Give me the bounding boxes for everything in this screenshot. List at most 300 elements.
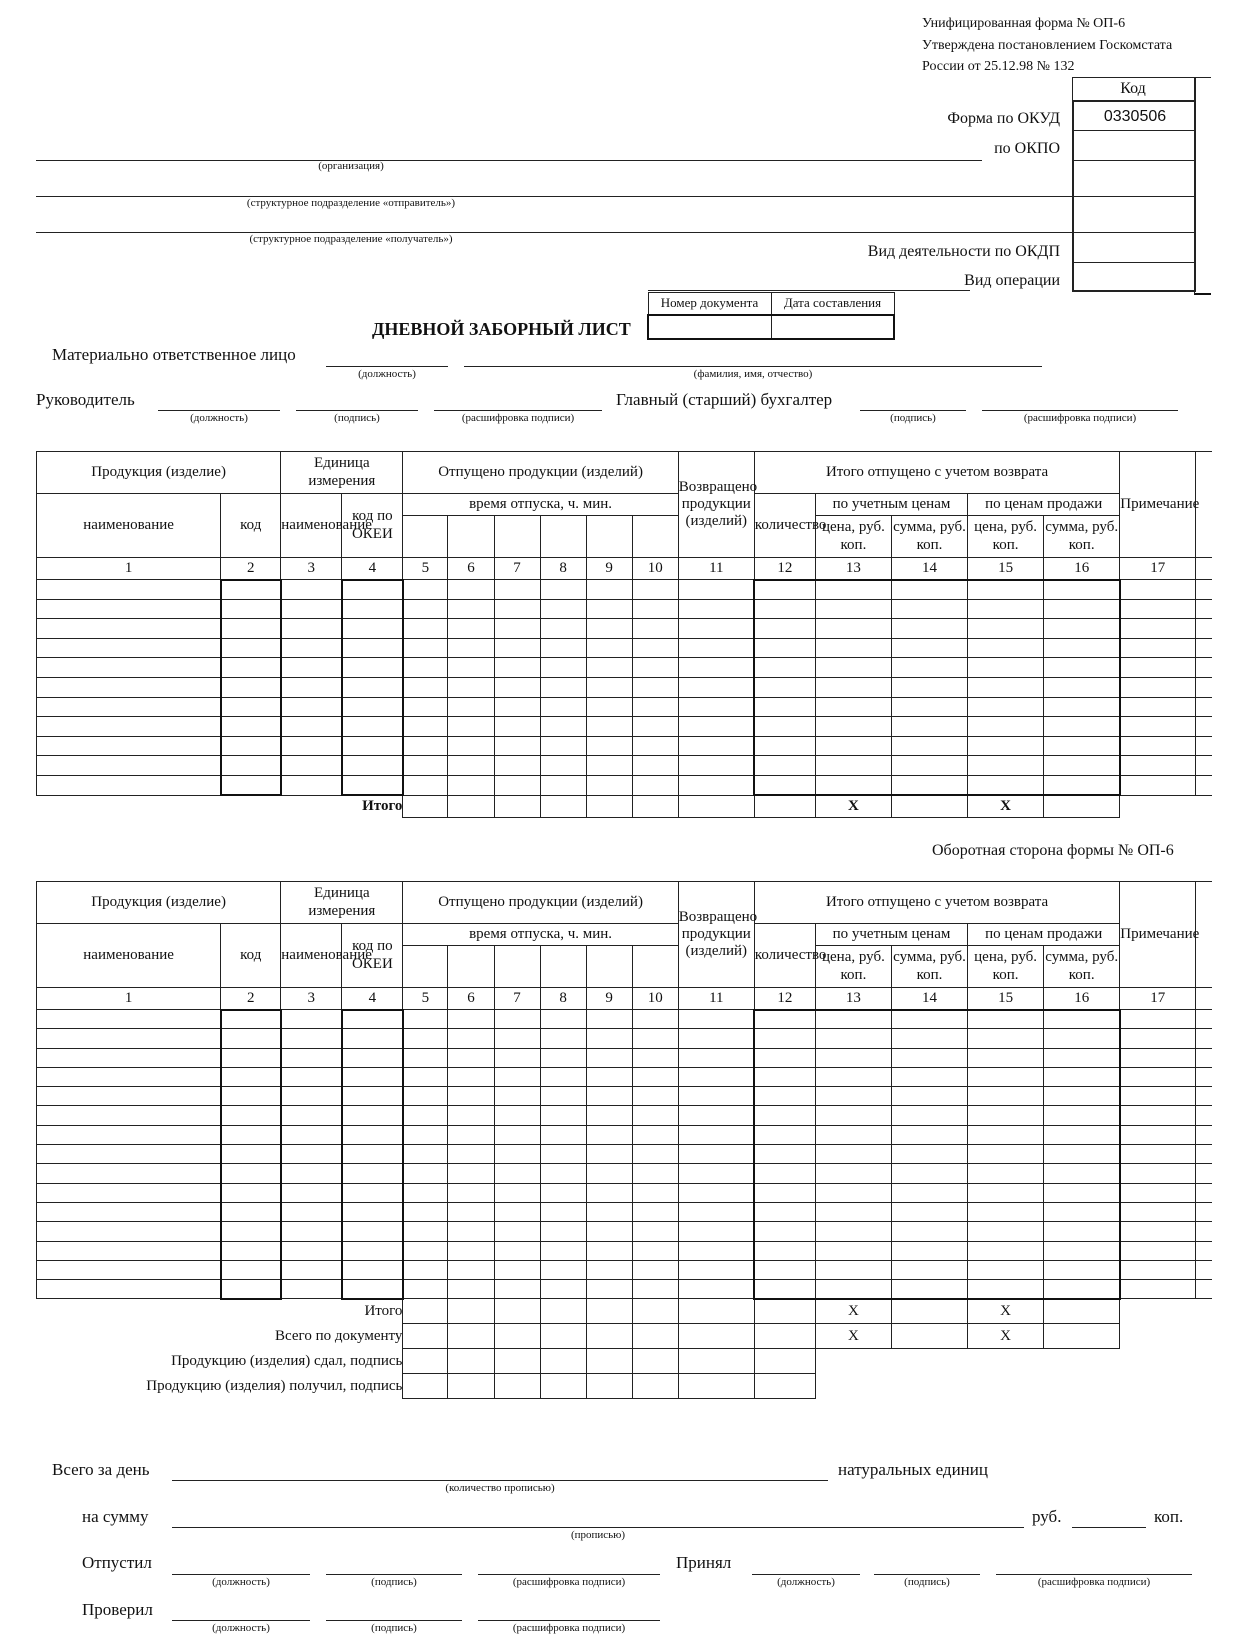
table-cell[interactable]: [968, 638, 1044, 658]
table-cell[interactable]: [815, 1183, 891, 1202]
table-cell[interactable]: [342, 1145, 403, 1164]
table-cell[interactable]: [1044, 697, 1120, 717]
table-cell[interactable]: [448, 1125, 494, 1144]
total-cell[interactable]: [540, 1299, 586, 1324]
head-decode-line[interactable]: [434, 410, 602, 411]
total-cell[interactable]: [586, 1324, 632, 1349]
table-cell[interactable]: [540, 775, 586, 795]
table-cell[interactable]: [754, 1183, 815, 1202]
table-cell[interactable]: [632, 1164, 678, 1183]
table-cell[interactable]: [221, 1280, 281, 1299]
table-cell[interactable]: [1044, 1280, 1120, 1299]
total-cell[interactable]: [678, 795, 754, 817]
table-cell[interactable]: [342, 580, 403, 600]
table-cell[interactable]: [494, 1067, 540, 1086]
table-cell[interactable]: [37, 775, 221, 795]
table-cell[interactable]: [632, 775, 678, 795]
table-cell[interactable]: [815, 1222, 891, 1241]
table-cell[interactable]: [221, 775, 281, 795]
table-cell[interactable]: [632, 658, 678, 678]
table-cell[interactable]: [1120, 1125, 1196, 1144]
table-cell[interactable]: [815, 1106, 891, 1125]
table-cell[interactable]: [448, 1164, 494, 1183]
table-cell[interactable]: [678, 1087, 754, 1106]
table-cell[interactable]: [37, 697, 221, 717]
mol-fio-line[interactable]: [464, 366, 1042, 367]
table-cell[interactable]: [448, 1087, 494, 1106]
table-cell[interactable]: [891, 1260, 967, 1279]
table-cell[interactable]: [968, 717, 1044, 737]
table-cell[interactable]: [586, 1202, 632, 1221]
table-cell[interactable]: [891, 1087, 967, 1106]
table-cell[interactable]: [448, 1106, 494, 1125]
table-cell[interactable]: [632, 736, 678, 756]
table-cell[interactable]: [1120, 697, 1196, 717]
table-cell[interactable]: [586, 1067, 632, 1086]
total-cell[interactable]: [494, 1299, 540, 1324]
table-cell[interactable]: [586, 1260, 632, 1279]
table-cell[interactable]: [754, 619, 815, 639]
table-cell[interactable]: [586, 1280, 632, 1299]
table-cell[interactable]: [678, 1125, 754, 1144]
table-cell[interactable]: [540, 1087, 586, 1106]
table-cell[interactable]: [632, 1202, 678, 1221]
table-cell[interactable]: [891, 1280, 967, 1299]
table-cell[interactable]: [221, 1145, 281, 1164]
table-cell[interactable]: [403, 717, 448, 737]
table-cell[interactable]: [891, 619, 967, 639]
sign-cell[interactable]: [448, 1349, 494, 1374]
table-cell[interactable]: [754, 677, 815, 697]
table-cell[interactable]: [1120, 1241, 1196, 1260]
table-cell[interactable]: [403, 1241, 448, 1260]
table-cell[interactable]: [678, 638, 754, 658]
table-cell[interactable]: [448, 736, 494, 756]
table-cell[interactable]: [968, 1202, 1044, 1221]
table-cell[interactable]: [678, 677, 754, 697]
table-cell[interactable]: [1044, 1010, 1120, 1029]
table-cell[interactable]: [281, 599, 342, 619]
table-cell[interactable]: [1044, 1087, 1120, 1106]
table-cell[interactable]: [1044, 677, 1120, 697]
total-cell[interactable]: [586, 1299, 632, 1324]
table-cell[interactable]: [342, 1280, 403, 1299]
table-cell[interactable]: [815, 1241, 891, 1260]
sign-cell[interactable]: [632, 1374, 678, 1399]
table-cell[interactable]: [540, 1280, 586, 1299]
table-cell[interactable]: [586, 775, 632, 795]
table-cell[interactable]: [678, 1067, 754, 1086]
table-cell[interactable]: [540, 1125, 586, 1144]
total-cell[interactable]: [754, 795, 815, 817]
table-cell[interactable]: [586, 1125, 632, 1144]
table-cell[interactable]: [494, 619, 540, 639]
table-cell[interactable]: [37, 1222, 221, 1241]
table-cell[interactable]: [37, 677, 221, 697]
table-cell[interactable]: [1120, 756, 1196, 776]
table-cell[interactable]: [968, 1010, 1044, 1029]
table-cell[interactable]: [1044, 619, 1120, 639]
table-cell[interactable]: [815, 1087, 891, 1106]
table-cell[interactable]: [448, 1222, 494, 1241]
table-cell[interactable]: [221, 1106, 281, 1125]
table-cell[interactable]: [586, 1183, 632, 1202]
table-cell[interactable]: [1120, 677, 1196, 697]
table-cell[interactable]: [342, 1048, 403, 1067]
table-cell[interactable]: [632, 697, 678, 717]
table-cell[interactable]: [37, 619, 221, 639]
table-cell[interactable]: [281, 1222, 342, 1241]
table-cell[interactable]: [403, 1125, 448, 1144]
table-cell[interactable]: [754, 1260, 815, 1279]
table-cell[interactable]: [494, 1010, 540, 1029]
table-cell[interactable]: [678, 756, 754, 776]
checked-signature-line[interactable]: [326, 1620, 462, 1621]
table-cell[interactable]: [37, 580, 221, 600]
table-cell[interactable]: [494, 599, 540, 619]
table-cell[interactable]: [678, 1202, 754, 1221]
table-cell[interactable]: [1120, 1164, 1196, 1183]
total-cell[interactable]: [754, 1299, 815, 1324]
doc-number-field[interactable]: [648, 315, 771, 339]
table-cell[interactable]: [754, 1280, 815, 1299]
table-cell[interactable]: [37, 1280, 221, 1299]
table-cell[interactable]: [221, 599, 281, 619]
table-cell[interactable]: [968, 677, 1044, 697]
table-cell[interactable]: [403, 1260, 448, 1279]
table-cell[interactable]: [403, 697, 448, 717]
table-cell[interactable]: [1044, 1106, 1120, 1125]
table-cell[interactable]: [968, 658, 1044, 678]
table-cell[interactable]: [403, 736, 448, 756]
table-cell[interactable]: [221, 1241, 281, 1260]
table-cell[interactable]: [1044, 1048, 1120, 1067]
table-cell[interactable]: [540, 1222, 586, 1241]
table-cell[interactable]: [494, 658, 540, 678]
table-cell[interactable]: [403, 1087, 448, 1106]
table-cell[interactable]: [586, 1010, 632, 1029]
table-cell[interactable]: [891, 658, 967, 678]
accountant-decode-line[interactable]: [982, 410, 1178, 411]
table-cell[interactable]: [1120, 1029, 1196, 1048]
table-cell[interactable]: [891, 736, 967, 756]
table-cell[interactable]: [968, 1029, 1044, 1048]
total-cell[interactable]: [632, 795, 678, 817]
table-cell[interactable]: [403, 677, 448, 697]
table-cell[interactable]: [342, 775, 403, 795]
table-cell[interactable]: [632, 1087, 678, 1106]
table-cell[interactable]: [891, 1183, 967, 1202]
table-cell[interactable]: [342, 677, 403, 697]
table-cell[interactable]: [1120, 1202, 1196, 1221]
table-cell[interactable]: [1120, 717, 1196, 737]
table-cell[interactable]: [221, 736, 281, 756]
total-cell[interactable]: [891, 795, 967, 817]
table-cell[interactable]: [281, 1029, 342, 1048]
table-cell[interactable]: [221, 1067, 281, 1086]
table-cell[interactable]: [632, 1241, 678, 1260]
table-cell[interactable]: [632, 717, 678, 737]
table-cell[interactable]: [1044, 658, 1120, 678]
table-cell[interactable]: [754, 717, 815, 737]
table-cell[interactable]: [586, 1029, 632, 1048]
table-cell[interactable]: [678, 1029, 754, 1048]
table-cell[interactable]: [815, 1010, 891, 1029]
table-cell[interactable]: [586, 1145, 632, 1164]
table-cell[interactable]: [1120, 658, 1196, 678]
sign-cell[interactable]: [403, 1349, 448, 1374]
table-cell[interactable]: [1044, 717, 1120, 737]
table-cell[interactable]: [403, 1183, 448, 1202]
table-cell[interactable]: [678, 599, 754, 619]
table-cell[interactable]: [37, 1241, 221, 1260]
table-cell[interactable]: [754, 1010, 815, 1029]
table-cell[interactable]: [754, 1241, 815, 1260]
table-cell[interactable]: [448, 717, 494, 737]
table-cell[interactable]: [494, 1048, 540, 1067]
total-cell[interactable]: [494, 795, 540, 817]
table-cell[interactable]: [448, 1241, 494, 1260]
table-cell[interactable]: [37, 1145, 221, 1164]
table-cell[interactable]: [968, 756, 1044, 776]
table-cell[interactable]: [632, 1048, 678, 1067]
table-cell[interactable]: [221, 717, 281, 737]
table-cell[interactable]: [37, 1087, 221, 1106]
table-cell[interactable]: [540, 1067, 586, 1086]
sum-line[interactable]: [172, 1527, 1024, 1528]
table-cell[interactable]: [494, 775, 540, 795]
table-cell[interactable]: [342, 1241, 403, 1260]
sign-cell[interactable]: [494, 1374, 540, 1399]
table-cell[interactable]: [891, 638, 967, 658]
table-cell[interactable]: [891, 1164, 967, 1183]
table-cell[interactable]: [403, 1029, 448, 1048]
table-cell[interactable]: [540, 1241, 586, 1260]
table-cell[interactable]: [221, 619, 281, 639]
sign-cell[interactable]: [494, 1349, 540, 1374]
table-cell[interactable]: [221, 638, 281, 658]
table-cell[interactable]: [281, 1202, 342, 1221]
table-cell[interactable]: [815, 1280, 891, 1299]
table-cell[interactable]: [632, 1125, 678, 1144]
table-cell[interactable]: [754, 599, 815, 619]
table-cell[interactable]: [1120, 1183, 1196, 1202]
table-cell[interactable]: [281, 697, 342, 717]
total-cell[interactable]: [678, 1324, 754, 1349]
table-cell[interactable]: [968, 697, 1044, 717]
table-cell[interactable]: [403, 1048, 448, 1067]
table-cell[interactable]: [342, 1087, 403, 1106]
table-cell[interactable]: [540, 1183, 586, 1202]
table-cell[interactable]: [281, 1010, 342, 1029]
table-cell[interactable]: [342, 697, 403, 717]
total-cell[interactable]: [1044, 795, 1120, 817]
table-cell[interactable]: [754, 1125, 815, 1144]
table-cell[interactable]: [281, 717, 342, 737]
table-cell[interactable]: [540, 1164, 586, 1183]
table-cell[interactable]: [1120, 736, 1196, 756]
table-cell[interactable]: [448, 1029, 494, 1048]
table-cell[interactable]: [448, 619, 494, 639]
table-cell[interactable]: [1044, 638, 1120, 658]
table-cell[interactable]: [221, 1010, 281, 1029]
table-cell[interactable]: [37, 1125, 221, 1144]
table-cell[interactable]: [403, 1202, 448, 1221]
table-cell[interactable]: [448, 1280, 494, 1299]
sign-cell[interactable]: [586, 1374, 632, 1399]
table-cell[interactable]: [815, 619, 891, 639]
total-cell[interactable]: [891, 1324, 967, 1349]
total-cell[interactable]: [403, 795, 448, 817]
table-cell[interactable]: [540, 1145, 586, 1164]
table-cell[interactable]: [221, 1087, 281, 1106]
table-cell[interactable]: [891, 1241, 967, 1260]
table-cell[interactable]: [403, 1010, 448, 1029]
table-cell[interactable]: [281, 1260, 342, 1279]
table-cell[interactable]: [968, 1183, 1044, 1202]
table-cell[interactable]: [968, 775, 1044, 795]
table-cell[interactable]: [403, 756, 448, 776]
table-cell[interactable]: [540, 638, 586, 658]
total-cell[interactable]: [540, 1324, 586, 1349]
sign-cell[interactable]: [754, 1349, 815, 1374]
table-cell[interactable]: [448, 638, 494, 658]
table-cell[interactable]: [815, 736, 891, 756]
table-cell[interactable]: [494, 1145, 540, 1164]
table-cell[interactable]: [968, 1280, 1044, 1299]
table-cell[interactable]: [891, 1048, 967, 1067]
table-cell[interactable]: [281, 677, 342, 697]
table-cell[interactable]: [448, 658, 494, 678]
table-cell[interactable]: [37, 1164, 221, 1183]
table-cell[interactable]: [968, 619, 1044, 639]
table-cell[interactable]: [754, 775, 815, 795]
sign-cell[interactable]: [403, 1374, 448, 1399]
table-cell[interactable]: [281, 1106, 342, 1125]
table-cell[interactable]: [1120, 1048, 1196, 1067]
kop-line[interactable]: [1072, 1527, 1146, 1528]
table-cell[interactable]: [221, 1183, 281, 1202]
table-cell[interactable]: [1044, 1183, 1120, 1202]
table-cell[interactable]: [891, 697, 967, 717]
table-cell[interactable]: [632, 1222, 678, 1241]
table-cell[interactable]: [448, 1145, 494, 1164]
table-cell[interactable]: [281, 1067, 342, 1086]
sign-cell[interactable]: [540, 1374, 586, 1399]
table-cell[interactable]: [1044, 1260, 1120, 1279]
table-cell[interactable]: [540, 717, 586, 737]
table-cell[interactable]: [1120, 638, 1196, 658]
table-cell[interactable]: [586, 736, 632, 756]
head-signature-line[interactable]: [296, 410, 418, 411]
table-cell[interactable]: [754, 1202, 815, 1221]
table-cell[interactable]: [968, 580, 1044, 600]
table-cell[interactable]: [891, 677, 967, 697]
table-cell[interactable]: [632, 1260, 678, 1279]
total-cell[interactable]: [678, 1299, 754, 1324]
table-cell[interactable]: [281, 580, 342, 600]
table-cell[interactable]: [586, 677, 632, 697]
table-cell[interactable]: [494, 638, 540, 658]
table-cell[interactable]: [968, 1145, 1044, 1164]
table-cell[interactable]: [281, 1145, 342, 1164]
table-cell[interactable]: [678, 1048, 754, 1067]
table-cell[interactable]: [37, 638, 221, 658]
table-cell[interactable]: [448, 775, 494, 795]
table-cell[interactable]: [448, 1010, 494, 1029]
table-cell[interactable]: [1120, 1145, 1196, 1164]
table-cell[interactable]: [754, 1087, 815, 1106]
table-cell[interactable]: [281, 1048, 342, 1067]
table-cell[interactable]: [815, 1029, 891, 1048]
table-cell[interactable]: [1120, 1010, 1196, 1029]
table-cell[interactable]: [221, 1048, 281, 1067]
table-cell[interactable]: [586, 756, 632, 776]
table-cell[interactable]: [37, 1048, 221, 1067]
table-cell[interactable]: [815, 658, 891, 678]
table-cell[interactable]: [342, 1164, 403, 1183]
table-cell[interactable]: [540, 697, 586, 717]
table-cell[interactable]: [968, 1087, 1044, 1106]
table-cell[interactable]: [221, 1164, 281, 1183]
table-cell[interactable]: [37, 1106, 221, 1125]
table-cell[interactable]: [37, 756, 221, 776]
table-cell[interactable]: [403, 775, 448, 795]
total-cell[interactable]: [586, 795, 632, 817]
table-cell[interactable]: [678, 619, 754, 639]
table-cell[interactable]: [678, 1164, 754, 1183]
table-cell[interactable]: [891, 756, 967, 776]
table-cell[interactable]: [754, 580, 815, 600]
table-cell[interactable]: [891, 1106, 967, 1125]
table-cell[interactable]: [815, 580, 891, 600]
table-cell[interactable]: [1044, 1222, 1120, 1241]
table-cell[interactable]: [586, 697, 632, 717]
table-cell[interactable]: [342, 1067, 403, 1086]
table-cell[interactable]: [540, 756, 586, 776]
sign-cell[interactable]: [678, 1374, 754, 1399]
head-position-line[interactable]: [158, 410, 280, 411]
table-cell[interactable]: [37, 1183, 221, 1202]
table-cell[interactable]: [1044, 1241, 1120, 1260]
table-cell[interactable]: [968, 1067, 1044, 1086]
released-position-line[interactable]: [172, 1574, 310, 1575]
table-cell[interactable]: [37, 1260, 221, 1279]
table-cell[interactable]: [815, 1164, 891, 1183]
table-cell[interactable]: [586, 638, 632, 658]
table-cell[interactable]: [540, 1048, 586, 1067]
table-cell[interactable]: [342, 717, 403, 737]
table-cell[interactable]: [1120, 1260, 1196, 1279]
table-cell[interactable]: [891, 1067, 967, 1086]
table-cell[interactable]: [540, 1260, 586, 1279]
table-cell[interactable]: [754, 638, 815, 658]
table-cell[interactable]: [37, 1029, 221, 1048]
table-cell[interactable]: [815, 1145, 891, 1164]
table-cell[interactable]: [632, 638, 678, 658]
table-cell[interactable]: [632, 1067, 678, 1086]
table-cell[interactable]: [494, 756, 540, 776]
table-cell[interactable]: [221, 1125, 281, 1144]
sign-cell[interactable]: [540, 1349, 586, 1374]
total-cell[interactable]: [891, 1299, 967, 1324]
table-cell[interactable]: [37, 1202, 221, 1221]
table-cell[interactable]: [632, 1280, 678, 1299]
total-cell[interactable]: [403, 1324, 448, 1349]
total-cell[interactable]: [448, 795, 494, 817]
sign-cell[interactable]: [448, 1374, 494, 1399]
table-cell[interactable]: [494, 580, 540, 600]
